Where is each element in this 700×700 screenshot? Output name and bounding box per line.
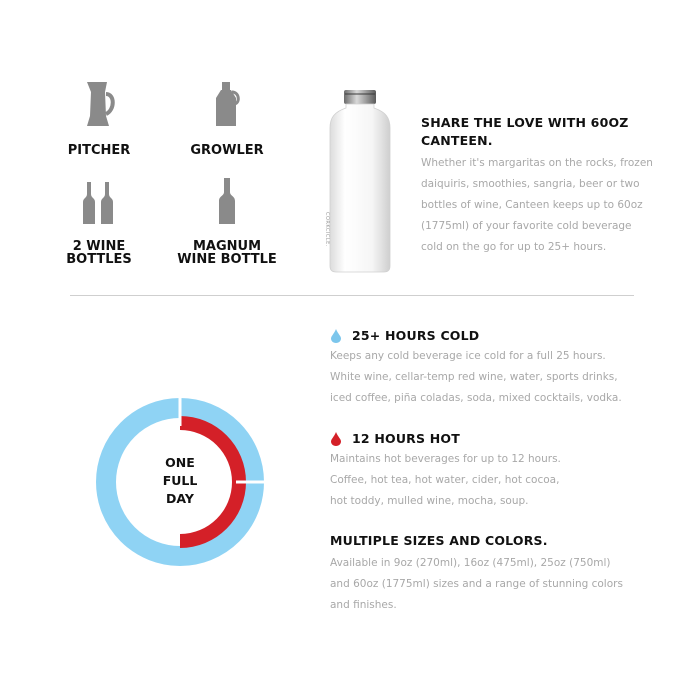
- feature-sizes-heading: MULTIPLE SIZES AND COLORS.: [330, 533, 548, 548]
- cold-drop-icon: [330, 329, 342, 343]
- feature-cold-heading: [330, 327, 630, 345]
- vessel-two-wine-bottles: [39, 180, 159, 266]
- feature-cold-body: [330, 346, 630, 409]
- vessel-label-line: MAGNUM: [192, 239, 262, 254]
- feature-hot-title: 12 HOURS HOT: [352, 431, 460, 446]
- feature-sizes-body-line: Available in 9oz (270ml), 16oz (475ml), 25oz (750ml): [330, 557, 611, 569]
- magnum-wine-bottle-icon: [217, 176, 237, 226]
- feature-cold-body-line: Keeps any cold beverage ice cold for a full 25 hours.: [330, 350, 606, 362]
- feature-sizes: [330, 532, 630, 616]
- dial-label-line: FULL: [162, 473, 198, 488]
- feature-hot-body-line: hot toddy, mulled wine, mocha, soup.: [330, 495, 529, 507]
- feature-cold-title: 25+ HOURS COLD: [352, 328, 480, 343]
- vessel-label: PITCHER: [67, 143, 131, 158]
- feature-hot-body: [330, 449, 630, 512]
- vessel-magnum-wine-bottle: [167, 176, 287, 266]
- product-heading: [421, 114, 661, 150]
- product-description: [421, 114, 661, 258]
- product-heading-line: SHARE THE LOVE WITH 60OZ: [421, 115, 629, 130]
- feature-cold-body-line: iced coffee, piña coladas, soda, mixed cocktails, vodka.: [330, 392, 622, 404]
- vessel-label: [167, 240, 287, 266]
- feature-cold: [330, 327, 630, 409]
- product-body-line: Whether it's margaritas on the rocks, frozen: [421, 157, 653, 169]
- vessel-pitcher: [39, 80, 159, 157]
- hot-drop-icon: [330, 432, 342, 446]
- canteen-brand-mark: CORKCICLE.: [324, 212, 330, 247]
- section-divider: [70, 295, 634, 296]
- product-body-line: (1775ml) of your favorite cold beverage: [421, 220, 632, 232]
- feature-hot-heading: [330, 430, 630, 448]
- product-body-line: cold on the go for up to 25+ hours.: [421, 241, 607, 253]
- vessel-label-line: BOTTLES: [66, 252, 132, 267]
- dial-label-line: DAY: [166, 491, 194, 506]
- growler-icon: [212, 80, 242, 128]
- dial-label-line: ONE: [165, 455, 195, 470]
- feature-hot-body-line: Maintains hot beverages for up to 12 hours.: [330, 453, 561, 465]
- feature-sizes-body-line: and finishes.: [330, 599, 397, 611]
- feature-hot-body-line: Coffee, hot tea, hot water, cider, hot cocoa,: [330, 474, 560, 486]
- feature-cold-body-line: White wine, cellar-temp red wine, water, sports drinks,: [330, 371, 618, 383]
- vessel-growler: [167, 80, 287, 157]
- vessel-label-line: WINE BOTTLE: [177, 252, 277, 267]
- product-body-line: daiquiris, smoothies, sangria, beer or two: [421, 178, 640, 190]
- vessel-label: [39, 240, 159, 266]
- feature-sizes-body-line: and 60oz (1775ml) sizes and a range of stunning colors: [330, 578, 623, 590]
- two-wine-bottles-icon: [81, 180, 117, 226]
- product-body: [421, 153, 661, 258]
- canteen-bottle-image: [324, 88, 392, 274]
- vessel-label-line: 2 WINE: [72, 239, 126, 254]
- vessel-label: GROWLER: [190, 143, 264, 158]
- pitcher-icon: [79, 80, 119, 128]
- product-heading-line: CANTEEN.: [421, 133, 493, 148]
- feature-sizes-body: [330, 553, 630, 616]
- product-body-line: bottles of wine, Canteen keeps up to 60oz: [421, 199, 643, 211]
- dial-center-label: [130, 454, 230, 508]
- feature-hot: [330, 430, 630, 512]
